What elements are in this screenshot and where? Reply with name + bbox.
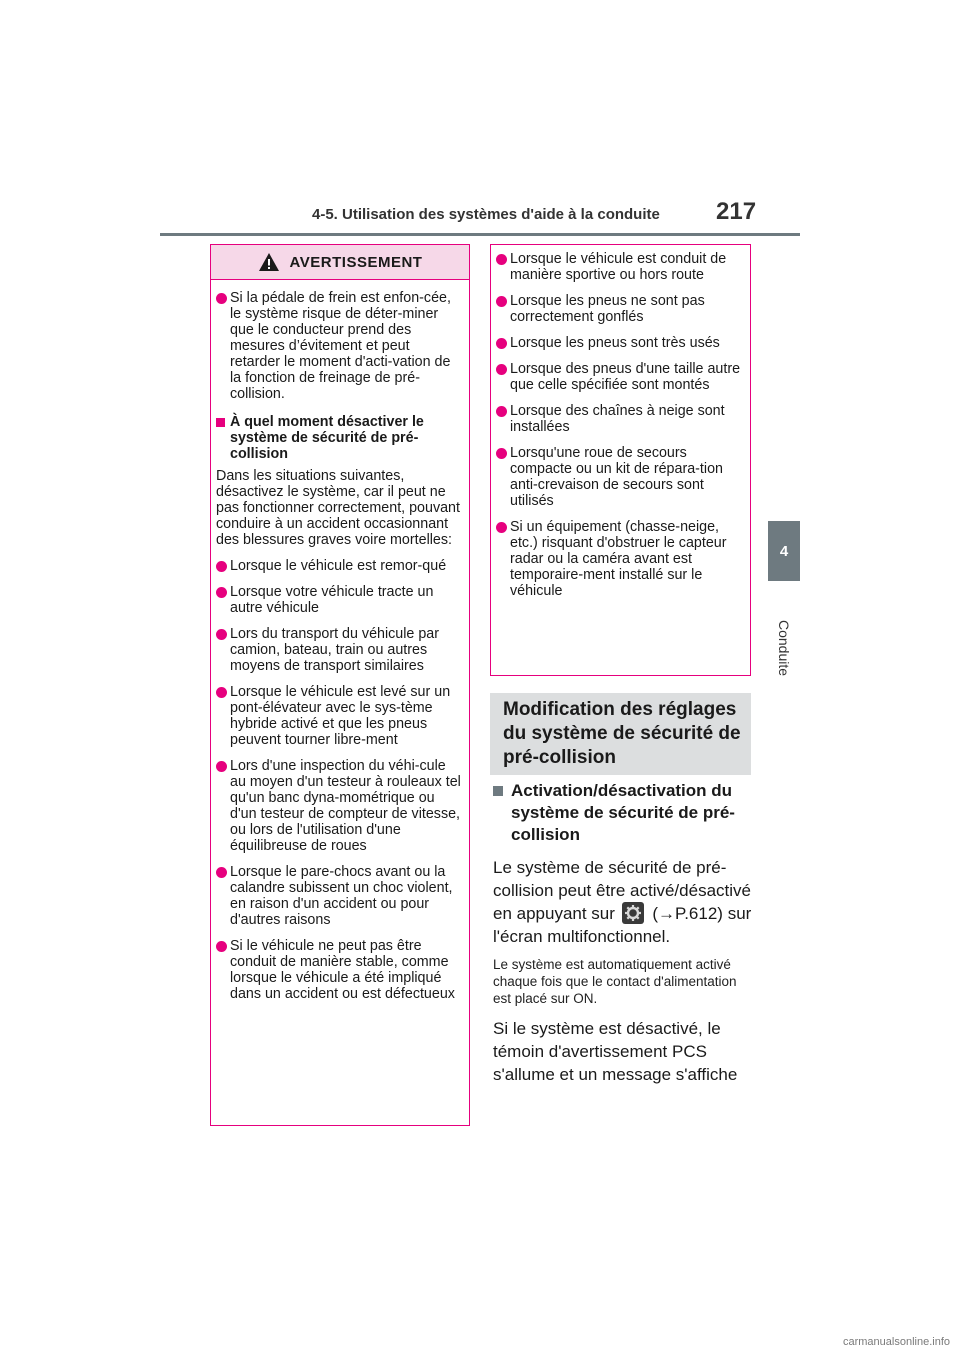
- section-body: [493, 780, 755, 1086]
- section-subheading: Activation/désactivation du système de sécurité de pré-collision: [493, 780, 755, 846]
- bullet-dot-icon: [216, 629, 227, 640]
- list-item: Si la pédale de frein est enfon-cée, le système risque de déter-miner que le conducteur prend des mesures d’évitement et peut retarder le moment d'acti-vation de la fonction de freinage de pré-collision.: [216, 290, 463, 402]
- list-item: Lorsque le véhicule est conduit de manière sportive ou hors route: [496, 251, 744, 283]
- warning-box-continued: [490, 244, 751, 676]
- bullet-dot-icon: [496, 448, 507, 459]
- warning-subheading: À quel moment désactiver le système de sécurité de pré-collision: [216, 414, 463, 462]
- list-item: Lorsqu'une roue de secours compacte ou un kit de répara-tion anti-crevaison de secours sont utilisés: [496, 445, 744, 509]
- bullet-dot-icon: [216, 561, 227, 572]
- bullet-dot-icon: [496, 296, 507, 307]
- bullet-dot-icon: [216, 293, 227, 304]
- section-title: Modification des réglages du système de sécurité de pré-collision: [490, 693, 751, 775]
- square-bullet-icon: [216, 418, 225, 427]
- status-paragraph: Si le système est désactivé, le témoin d'avertissement PCS s'allume et un message s'affiche: [493, 1019, 738, 1084]
- settings-gear-icon: [622, 902, 644, 924]
- bullet-dot-icon: [496, 522, 507, 533]
- list-item: Lorsque le véhicule est remor-qué: [216, 558, 463, 574]
- running-header: 4-5. Utilisation des systèmes d'aide à la conduite: [312, 206, 660, 223]
- list-item: Lorsque le véhicule est levé sur un pont-élévateur avec le sys-tème hybride activé et que les pneus peuvent tourner libre-ment: [216, 684, 463, 748]
- list-item: Lors d'une inspection du véhi-cule au moyen d'un testeur à rouleaux tel qu'un banc dyna-mométrique ou d'un testeur de compteur de vitesse, ou lors de l'utilisation d'une équilibreuse de roues: [216, 758, 463, 854]
- bullet-dot-icon: [496, 338, 507, 349]
- warning-heading: AVERTISSEMENT: [289, 253, 423, 271]
- bullet-dot-icon: [216, 761, 227, 772]
- bullet-dot-icon: [496, 254, 507, 265]
- page-reference-link[interactable]: (→P.612): [652, 904, 723, 923]
- bullet-dot-icon: [216, 687, 227, 698]
- bullet-dot-icon: [216, 941, 227, 952]
- warning-header: [211, 245, 469, 280]
- list-item: Lorsque des pneus d'une taille autre que celle spécifiée sont montés: [496, 361, 744, 393]
- list-item: Lorsque des chaînes à neige sont installées: [496, 403, 744, 435]
- list-item: Lors du transport du véhicule par camion, bateau, train ou autres moyens de transport similaires: [216, 626, 463, 674]
- bullet-dot-icon: [216, 587, 227, 598]
- bullet-dot-icon: [216, 867, 227, 878]
- warning-box: [210, 244, 470, 1126]
- square-bullet-icon: [493, 786, 503, 796]
- list-item: Lorsque les pneus sont très usés: [496, 335, 744, 351]
- list-item: Si le véhicule ne peut pas être conduit de manière stable, comme lorsque le véhicule a été impliqué dans un accident ou est défectueux: [216, 938, 463, 1002]
- list-item: Si un équipement (chasse-neige, etc.) risquant d'obstruer le capteur radar ou la caméra avant est temporaire-ment installé sur le véhicule: [496, 519, 744, 599]
- list-item: Lorsque votre véhicule tracte un autre véhicule: [216, 584, 463, 616]
- instruction-paragraph: Le système de sécurité de pré-collision peut être activé/désactivé en appuyant sur (→P.612) sur l'écran multifonctionnel.: [493, 858, 752, 946]
- header-rule: [160, 233, 800, 236]
- list-item: Lorsque les pneus ne sont pas correctement gonflés: [496, 293, 744, 325]
- note-paragraph: Le système est automatiquement activé chaque fois que le contact d'alimentation est placé sur ON.: [493, 957, 737, 1006]
- list-item: Lorsque le pare-chocs avant ou la calandre subissent un choc violent, en raison d'un accident ou pour d'autres raisons: [216, 864, 463, 928]
- watermark: carmanualsonline.info: [842, 1336, 950, 1348]
- chapter-tab: 4: [768, 521, 800, 581]
- warning-triangle-icon: [258, 252, 280, 272]
- page-number: 217: [716, 198, 757, 225]
- warning-paragraph: Dans les situations suivantes, désactivez le système, car il peut ne pas fonctionner correctement, pouvant conduire à un accident occasionnant des blessures graves voire mortelles:: [216, 468, 460, 548]
- bullet-dot-icon: [496, 406, 507, 417]
- bullet-dot-icon: [496, 364, 507, 375]
- chapter-label: Conduite: [776, 620, 792, 677]
